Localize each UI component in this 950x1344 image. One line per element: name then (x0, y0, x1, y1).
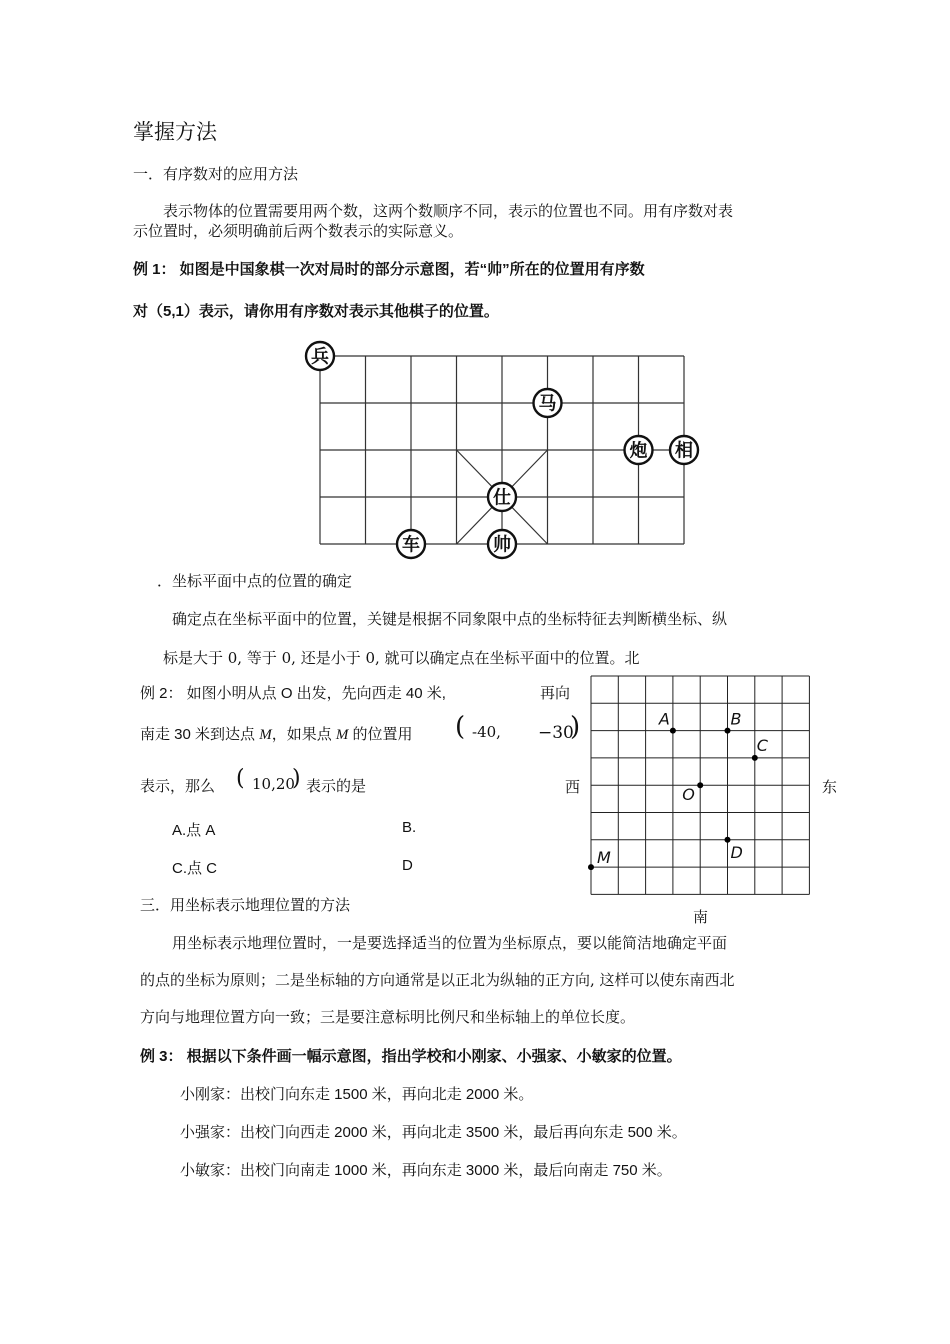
direction-south: 南 (693, 908, 709, 926)
section1-para-line2: 示位置时，必须明确前后两个数表示的实际意义。 (133, 222, 464, 240)
option-b: B. (402, 819, 417, 836)
section3-para-line3: 方向与地理位置方向一致；三是要注意标明比例尺和坐标轴上的单位长度。 (140, 1008, 636, 1026)
section3-para-line1: 用坐标表示地理位置时，一是要选择适当的位置为坐标原点，要以能简洁地确定平面 (172, 934, 728, 952)
example1-line2: 对（5,1）表示，请你用有序数对表示其他棋子的位置。 (133, 303, 499, 320)
example2-line3-a: 表示，那么 (140, 778, 216, 795)
chess-piece (397, 530, 425, 558)
section1-heading: 一．有序数对的应用方法 (133, 165, 299, 183)
example2-text-b: ，如果点 (271, 726, 336, 743)
chess-piece-label: 帅 (493, 534, 511, 556)
chess-piece (534, 389, 562, 417)
grid-point-label: B (730, 709, 742, 729)
example3-item-3: 小敏家：出校门向南走 1000 米，再向东走 3000 米，最后向南走 750 米。 (180, 1162, 672, 1179)
example2-line1: 例 2： 如图小明从点 O 出发，先向西走 40 米, (140, 685, 446, 702)
chess-piece-label: 车 (402, 534, 420, 556)
chess-piece (488, 530, 516, 558)
option-c: C.点 C (172, 860, 218, 877)
section2-para-line1: 确定点在坐标平面中的位置，关键是根据不同象限中点的坐标特征去判断横坐标、纵 (172, 610, 728, 628)
chess-piece (306, 342, 334, 370)
grid-point-label: A (658, 709, 670, 729)
chess-piece (488, 483, 516, 511)
example3-item-2: 小强家：出校门向西走 2000 米，再向北走 3500 米，最后再向东走 500 米。 (180, 1124, 687, 1141)
grid-point-label: C (756, 735, 768, 755)
coord2-close-paren: ) (292, 766, 301, 791)
section2-heading: ．坐标平面中点的位置的确定 (157, 572, 353, 590)
section1-para-line1: 表示物体的位置需要用两个数，这两个数顺序不同，表示的位置也不同。用有序数对表 (163, 202, 734, 220)
option-a: A.点 A (172, 822, 216, 839)
example2-right-text: 再向 (540, 684, 571, 702)
grid-point-label: M (597, 848, 611, 868)
section3-heading: 三．用坐标表示地理位置的方法 (140, 896, 351, 914)
coord1-close-paren: ) (570, 712, 581, 742)
example3-item-1: 小刚家：出校门向东走 1500 米，再向北走 2000 米。 (180, 1086, 534, 1103)
chess-piece (670, 436, 698, 464)
chess-piece-label: 仕 (493, 487, 511, 509)
coordinate-grid (585, 670, 815, 900)
coord2-value: 10,20 (252, 775, 295, 793)
point-m-ref-2: M (335, 727, 349, 743)
direction-west: 西 (565, 778, 581, 796)
chess-piece-label: 兵 (311, 346, 329, 368)
example2-line2 (140, 723, 413, 744)
point-m-ref: M (259, 727, 272, 743)
coord1-second: −30 (538, 723, 574, 743)
chess-piece-label: 炮 (629, 440, 648, 462)
example3-line1: 例 3： 根据以下条件画一幅示意图，指出学校和小刚家、小强家、小敏家的位置。 (140, 1048, 682, 1065)
chess-piece (625, 436, 653, 464)
option-d: D (402, 857, 413, 874)
chess-board (300, 338, 720, 568)
grid-point-label: D (730, 842, 743, 862)
coord1-first: -40, (472, 723, 501, 741)
section3-para-line2: 的点的坐标为原则；二是坐标轴的方向通常是以正北为纵轴的正方向, 这样可以使东南西北 (140, 971, 735, 989)
coord1-open-paren: ( (455, 712, 466, 742)
page-title: 掌握方法 (133, 120, 217, 144)
direction-east: 东 (822, 778, 838, 796)
example2-text-a: 南走 30 米到达点 (140, 726, 260, 743)
section2-para-line2: 标是大于 0, 等于 0, 还是小于 0, 就可以确定点在坐标平面中的位置。北 (163, 649, 640, 667)
chess-piece-label: 相 (675, 440, 693, 462)
coord2-open-paren: ( (236, 766, 245, 791)
example2-line3-b: 表示的是 (306, 778, 367, 795)
example2-text-c: 的位置用 (348, 726, 413, 743)
grid-point-label: O (682, 785, 695, 805)
example1-line1: 例 1： 如图是中国象棋一次对局时的部分示意图，若“帅”所在的位置用有序数 (133, 261, 645, 278)
chess-piece-label: 马 (538, 393, 557, 415)
